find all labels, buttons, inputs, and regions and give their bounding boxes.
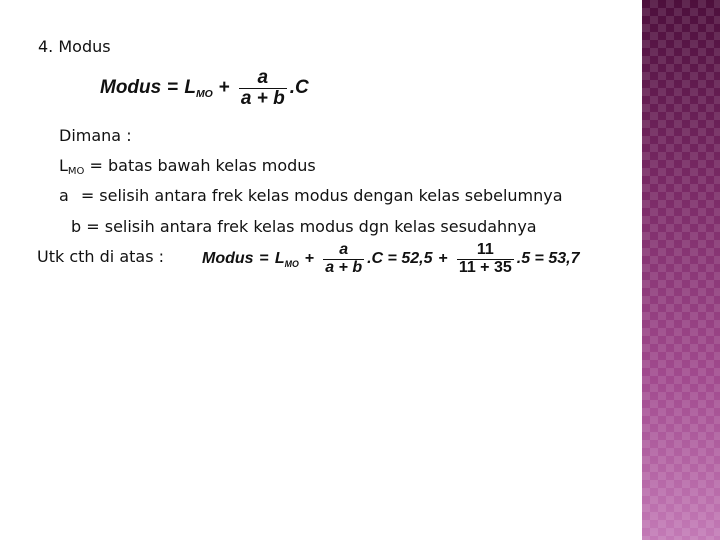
- example-plus-1: +: [304, 250, 315, 268]
- formula-equals: =: [167, 77, 179, 99]
- formula-tail: .C: [289, 77, 309, 99]
- definition-lmo: [59, 156, 316, 177]
- formula-lmo: $L_{MO}$: [184, 76, 213, 100]
- fraction1-numerator: a: [339, 241, 349, 258]
- example-result: .5 = 53,7: [516, 250, 580, 268]
- slide-title: 4. Modus: [38, 37, 111, 56]
- fraction-numerator: a: [257, 67, 269, 88]
- lmo-description: = batas bawah kelas modus: [89, 156, 316, 175]
- fraction2-denominator: 11 + 35: [458, 258, 512, 276]
- example-fraction-2: [457, 242, 514, 277]
- definitions-intro: Dimana :: [59, 126, 132, 145]
- decorative-sidebar: [642, 0, 720, 540]
- example-mid: .C = 52,5: [367, 250, 433, 268]
- modus-formula: [100, 68, 309, 109]
- a-symbol: a: [59, 186, 69, 205]
- lmo-subscript: MO: [67, 166, 85, 177]
- formula-lhs: Modus: [100, 77, 162, 99]
- example-lmo: $L_{MO}$: [274, 249, 299, 269]
- example-lhs: Modus: [202, 250, 254, 268]
- example-equals: =: [259, 250, 269, 268]
- fraction-denominator: a + b: [240, 87, 285, 109]
- fraction1-denominator: a + b: [325, 258, 363, 276]
- a-description: = selisih antara frek kelas modus dengan kelas sebelumnya: [80, 186, 563, 205]
- lmo-symbol: L: [59, 156, 68, 175]
- definition-b: b = selisih antara frek kelas modus dgn kelas sesudahnya: [71, 217, 537, 236]
- formula-fraction: [239, 68, 287, 109]
- formula-plus: +: [218, 77, 230, 99]
- example-fraction-1: [323, 242, 364, 277]
- example-plus-2: +: [438, 250, 448, 268]
- definition-a: [59, 186, 563, 205]
- fraction2-numerator: 11: [476, 241, 494, 258]
- example-label: Utk cth di atas :: [37, 247, 165, 266]
- example-formula: [202, 242, 579, 277]
